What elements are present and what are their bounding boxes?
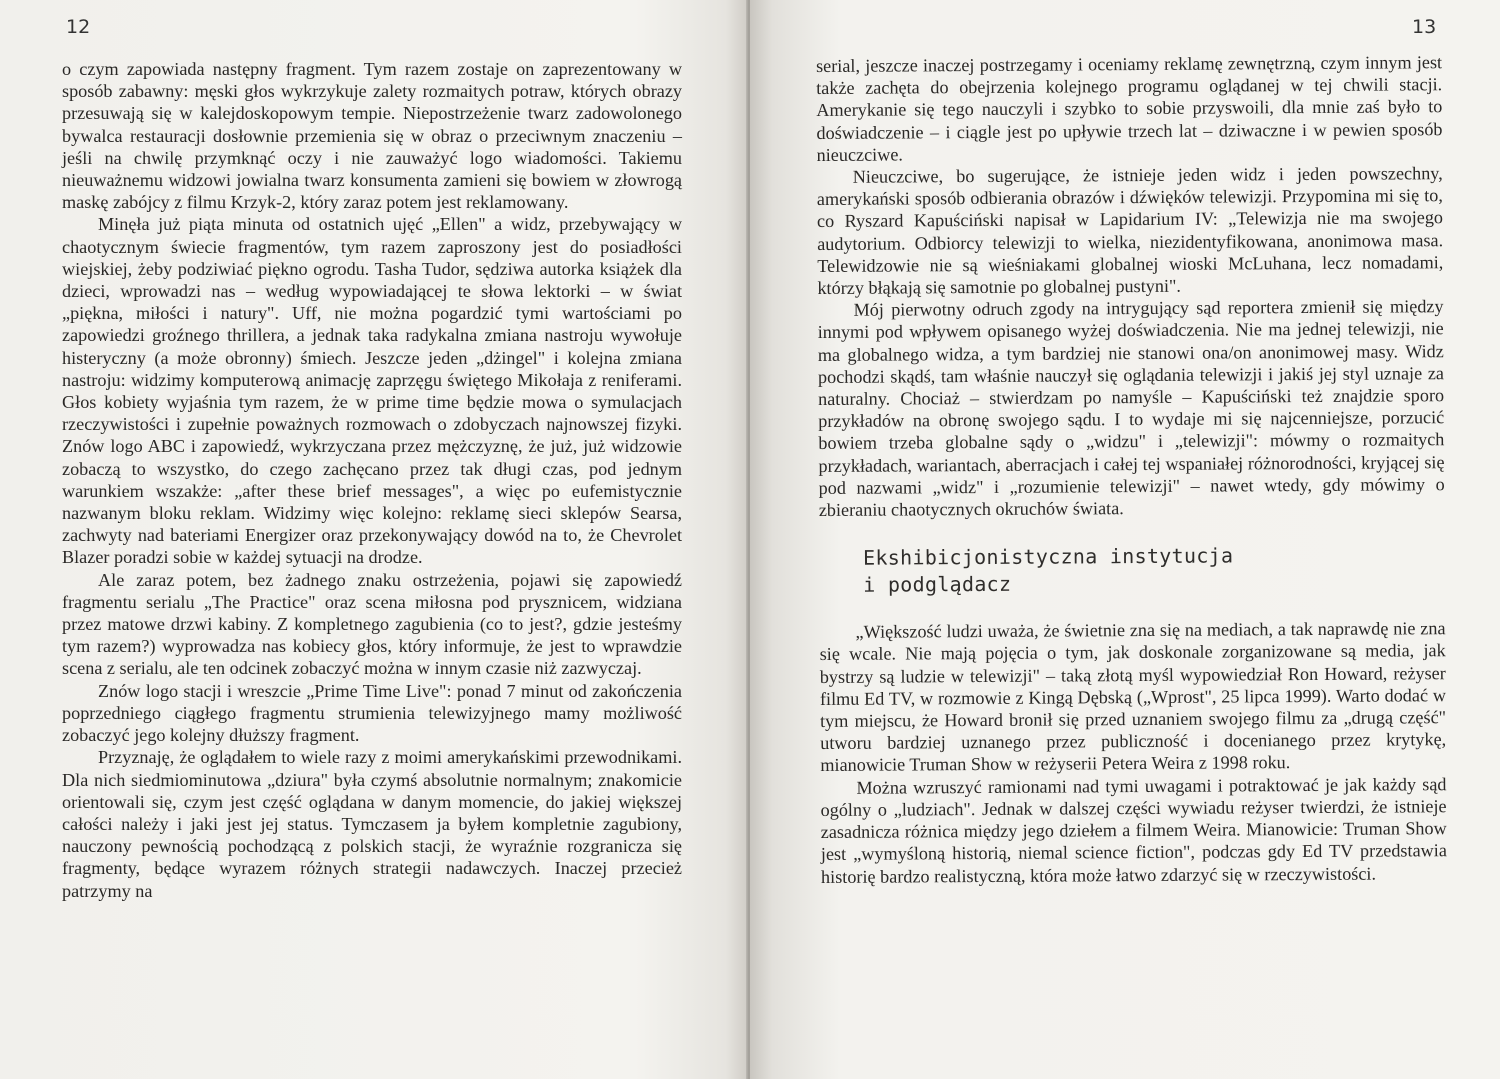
paragraph: Znów logo stacji i wreszcie „Prime Time Live": ponad 7 minut od zakończenia poprzedniego ciągłego fragmentu strumienia telewizyjnego mamy możliwość zobaczyć jego kolejny dłuższy fragment. — [62, 680, 682, 746]
right-page-text — [816, 51, 1447, 888]
left-page — [0, 0, 748, 1079]
paragraph: Minęła już piąta minuta od ostatnich ujęć „Ellen" a widz, przebywający w chaotycznym świecie fragmentów, tym razem zaproszony jest do posiadłości wiejskiej, żeby podziwiać piękno ogrodu. Tasha Tudor, sędziwa autorka książek dla dzieci, wprowadzi nas – według wypowiadającej te słowa lektorki – w świat „piękna, miłości i natury". Uff, nie można pogardzić tymi wartościami po zapowiedzi groźnego thrillera, a jednak taka radykalna zmiana nastroju wywołuje histeryczny (a może obronny) śmiech. Jeszcze jeden „dżingel" i kolejna zmiana nastroju: widzimy komputerową animację zaprzęgu świętego Mikołaja z reniferami. Głos kobiety wyjaśnia tym razem, że w prime time będzie mowa o symulacjach rzeczywistości i zupełnie poważnych rozmowach o zdobyczach najnowszej fizyki. Znów logo ABC i zapowiedź, wykrzyczana przez mężczyznę, że już, już widzowie zobaczą to wszystko, do czego zachęcano przez tak długi czas, pod jednym warunkiem wszakże: „after these brief messages", a więc po eufemistycznie nazwanym bloku reklam. Widzimy więc kolejno: reklamę sieci sklepów Searsa, zachwyty nad bateriami Energizer oraz przekonywający dowód na to, że Chevrolet Blazer poradzi sobie w każdej sytuacji na drodze. — [62, 214, 682, 568]
paragraph: Nieuczciwe, bo sugerujące, że istnieje jeden widz i jeden powszechny, amerykański sposób odbierania obrazów i dźwięków telewizji. Przypomina mi się to, co Ryszard Kapuściński napisał w Lapidarium IV: „Telewizja nie ma swojego audytorium. Odbiorcy telewizji to wielka, niezidentyfikowana, anonimowa masa. Telewidzowie nie są wieśniakami globalnej wioski McLuhana, lecz nomadami, którzy błąkają się samotnie po globalnej pustyni". — [816, 163, 1444, 299]
left-page-text — [62, 58, 682, 902]
paragraph: Mój pierwotny odruch zgody na intrygujący sąd reportera zmienił się między innymi pod wpływem opisanego wyżej doświadczenia. Nie ma jednej telewizji, nie ma globalnego widza, a tym bardziej nie stanowi ona/on anonimowej masy. Widz pochodzi skądś, tam właśnie nauczył się oglądania telewizji i jakiś jej styl uznaje za naturalny. Chociaż – stwierdzam po namyśle – Kapuściński też znajdzie sporo przykładów na obronę swojego sądu. I to wydaje mi się najcenniejsze, porzucić bowiem trzeba globalne sądy o „widzu" i „telewizji": mówmy o rozmaitych przykładach, wariantach, aberracjach i całej tej wspaniałej różnorodności, kryjącej się pod nazwami „widz" i „rozumienie telewizji" – nawet wtedy, gdy mówimy o zbieraniu chaotycznych okruchów świata. — [817, 296, 1445, 521]
paragraph: Można wzruszyć ramionami nad tymi uwagami i potraktować je jak każdy sąd ogólny o „ludziach". Jednak w dalszej części wywiadu reżyser twierdzi, że istnieje zasadnicza różnica między jego dziełem a filmem Weira. Mianowicie: Truman Show jest „wymyśloną historią, niemal science fiction", podczas gdy Ed TV przedstawia historię bardzo realistyczną, która może łatwo zdarzyć się w rzeczywistości. — [820, 773, 1447, 887]
page-number-left: 12 — [66, 16, 91, 38]
paragraph: o czym zapowiada następny fragment. Tym razem zostaje on zaprezentowany w sposób zabawny: męski głos wykrzykuje zalety rozmaitych potraw, których obrazy przesuwają się w kalejdoskopowym tempie. Niepostrzeżenie twarz zadowolonego bywalca restauracji dosłownie przemienia się w obraz o przeciwnym znaczeniu – jeśli na chwilę przymknąć oczy i nie zauważyć logo wiadomości. Takiemu nieuważnemu widzowi jowialna twarz konsumenta zamieni się bowiem w złowrogą maskę zabójcy z filmu Krzyk-2, który zaraz potem jest reklamowany. — [62, 59, 682, 213]
paragraph: „Większość ludzi uważa, że świetnie zna się na mediach, a tak naprawdę nie zna się wcale. Nie mają pojęcia o tym, jak doskonale zorganizowane są media, jak bystrzy są ludzie w telewizji" – taką złotą myśl wypowiedział Ron Howard, reżyser filmu Ed TV, w rozmowie z Kingą Dębską („Wprost", 25 lipca 1999). Warto dodać w tym miejscu, że Howard bronił się przed uznaniem swojego filmu za „drugą część" utworu bardziej uznanego przez publiczność i docenianego przez krytykę, mianowicie Truman Show w reżyserii Petera Weira z 1998 roku. — [819, 618, 1447, 776]
paragraph: serial, jeszcze inaczej postrzegamy i oceniamy reklamę zewnętrzną, czym innym jest także zachęta do obejrzenia kolejnego programu oglądanej w tej chwili stacji. Amerykanie się tego nauczyli i szybko to sobie przyswoili, dla mnie zaś było to doświadczenie – i ciągle jest po upływie trzech lat – dziwaczne i w pewien sposób nieuczciwe. — [816, 52, 1443, 165]
section-heading-line: Ekshibicjonistyczna instytucja — [863, 543, 1234, 570]
page-number-right: 13 — [1412, 16, 1437, 38]
paragraph: Przyznaję, że oglądałem to wiele razy z moimi amerykańskimi przewodnikami. Dla nich siedmiominutowa „dziura" była czymś absolutnie normalnym; znakomicie orientowali się, czym jest część oglądana w danym momencie, do jakiej większej całości należy i jaki jest jej status. Tymczasem ja byłem kompletnie zagubiony, nauczony pewnością pochodzącą z polskich stacji, że wyraźnie rozgranicza się fragmenty, będące wyrazem różnych strategii nadawczych. Inaczej przecież patrzymy na — [62, 747, 682, 901]
section-heading — [863, 541, 1445, 599]
right-page — [750, 0, 1500, 1079]
section-heading-line: i podglądacz — [863, 572, 1012, 597]
paragraph: Ale zaraz potem, bez żadnego znaku ostrzeżenia, pojawi się zapowiedź fragmentu serialu „The Practice" oraz scena miłosna pod prysznicem, widziana przez matowe drzwi kabiny. Z kompletnego zagubienia (co to jest?, gdzie jesteśmy tym razem?) wyprowadza nas kobiecy głos, który informuje, że jest to wprawdzie scena z serialu, ale ten odcinek zobaczyć można w innym czasie niż zazwyczaj. — [62, 569, 682, 679]
